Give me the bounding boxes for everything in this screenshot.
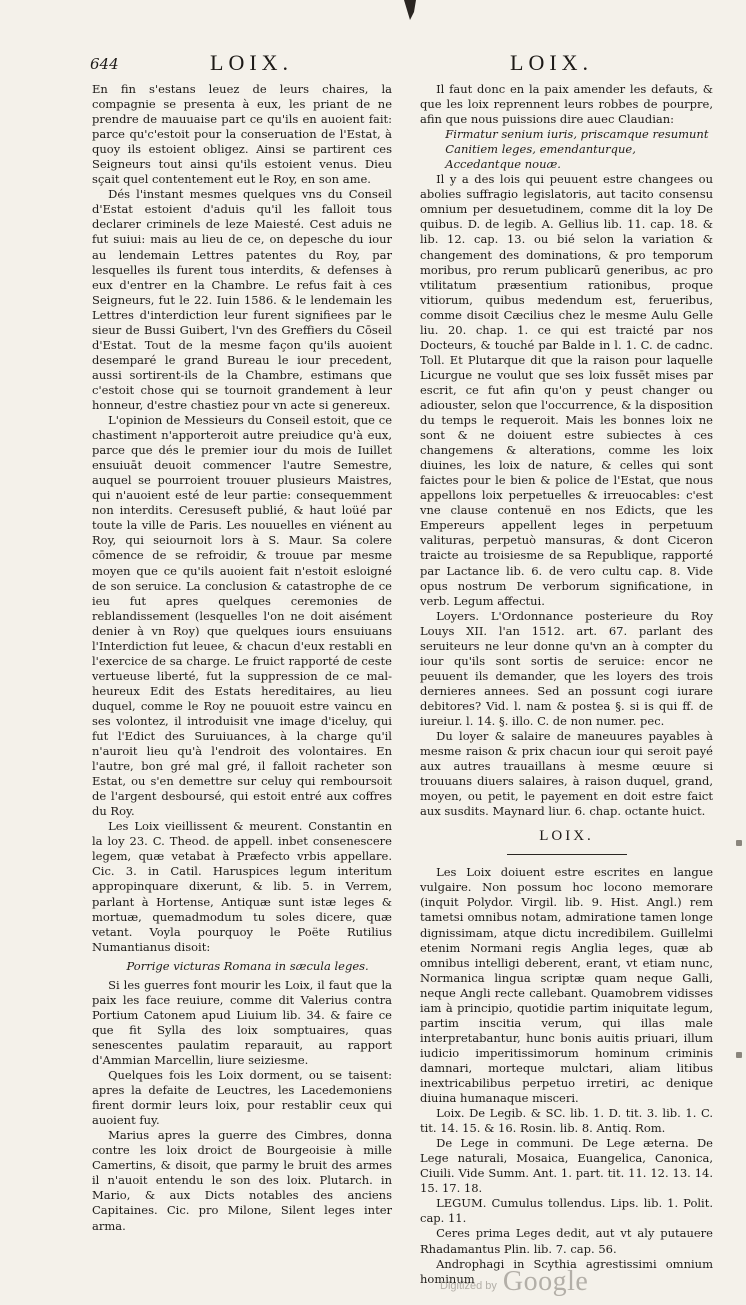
paragraph: L'opinion de Messieurs du Conseil estoit, que ce chastiment n'apporteroit autre preiudice qu'à eux, parce que dés le premier iour du mois de Iuillet ensuiuāt deuoit commencer l'autre Semestre, auquel se pourroient trouuer plusieurs Maistres, qui n'auoient esté de leur partie: consequemment non interdits. Ceresuseft publié, & haut loüé par toute la ville de Paris. Les nouuelles en viénent au Roy, qui seiournoit lors à S. Maur. Sa colere cōmence de se refroidir, & trouue par mesme moyen que ce qu'ils auoient fait n'estoit esloigné de son seruice. La conclusion & catastrophe de ce ieu fut apres quelques ceremonies de reblandissement (lesquelles l'on ne doit aisément denier à vn Roy) que quelques iours ensuiuans l'Interdiction fut leuee, & chacun d'eux restabli en l'exercice de sa charge. Le fruict rapporté de ceste vertueuse liberté, fut la suppression de ce mal-heureux Edit des Estats hereditaires, au lieu duquel, comme le Roy ne pouuoit estre vaincu en ses volontez, il introduisit vne image d'iceluy, qui fut l'Edict des Suruiuances, à la charge qu'il n'auroit lieu qu'à l'endroit des volontaires. En l'autre, bon gré mal gré, il falloit racheter son Estat, ou s'en demettre sur celuy qui remboursoit de l'argent desboursé, qui estoit entré aux coffres du Roy. — [92, 413, 392, 819]
left-column — [92, 82, 392, 1233]
paragraph: De Lege in communi. De Lege æterna. De Lege naturali, Mosaica, Euangelica, Canonica, Ciuili. Vide Summ. Ant. 1. part. tit. 11. 12. 13. 14. 15. 17. 18. — [420, 1136, 713, 1196]
verse-line: Canitiem leges, emendanturque, — [445, 142, 636, 157]
digitized-label: Digitized by — [440, 1280, 497, 1292]
paragraph: Il faut donc en la paix amender les defauts, & que les loix reprennent leurs robbes de pourpre, afin que nous puissions dire auec Claudian: — [420, 82, 713, 127]
paragraph: Marius apres la guerre des Cimbres, donna contre les loix droict de Bourgeoisie à mille Camertins, & disoit, que parmy le bruit des armes il n'auoit entendu le son des loix. Plutarch. in Mario, & aux Dicts notables des anciens Capitaines. Cic. pro Milone, Silent leges inter arma. — [92, 1128, 392, 1233]
paragraph: Ceres prima Leges dedit, aut vt aly putauere Rhadamantus Plin. lib. 7. cap. 56. — [420, 1226, 713, 1256]
paragraph: Les Loix vieillissent & meurent. Constantin en la loy 23. C. Theod. de appell. inbet consenescere legem, quæ vetabat à Præfecto vrbis appellare. Cic. 3. in Catil. Haruspices legum interitum appropinquare dixerunt, & lib. 5. in Verrem, parlant à Hortense, Antiquæ sunt istæ leges & mortuæ, quemadmodum tu soles dicere, quæ vetant. Voyla pourquoy le Poëte Rutilius Numantianus disoit: — [92, 819, 392, 954]
paragraph: Androphagi in Scythia agrestissimi omnium hominum — [420, 1256, 713, 1286]
paragraph: Si les guerres font mourir les Loix, il faut que la paix les face reuiure, comme dit Valerius contra Portium Catonem apud Liuium lib. 34. & faire ce que fit Sylla des loix somptuaires, quas senescentes paulatim reparauit, au rapport d'Ammian Marcellin, liure seiziesme. — [92, 977, 392, 1067]
running-header-right: LOIX. — [510, 50, 594, 75]
verse-line: Porrige victuras Romana in sæcula leges. — [126, 958, 369, 973]
section-title: LOIX. — [539, 828, 594, 845]
divider — [507, 854, 627, 855]
paragraph: Loix. De Legib. & SC. lib. 1. D. tit. 3. lib. 1. C. tit. 14. 15. & 16. Rosin. lib. 8. Antiq. Rom. — [420, 1106, 713, 1136]
page-edge-mark — [736, 1052, 742, 1058]
paragraph: Quelques fois les Loix dorment, ou se taisent: apres la defaite de Leuctres, les Lacedemoniens firent dormir leurs loix, pour restablir ceux qui auoient fuy. — [92, 1068, 392, 1128]
paragraph: Il y a des lois qui peuuent estre changees ou abolies suffragio legislatoris, aut tacito consensu omnium per desuetudinem, comme dit la loy De quibus. D. de legib. A. Gellius lib. 11. cap. 18. & lib. 12. cap. 13. ou bié selon la variation & changement des dominations, & pro temporum moribus, pro rerum publicarū generibus, ac pro vtilitatum præsentium rationibus, proque vitiorum, quibus medendum est, ferueribus, comme disoit Cæcilius chez le mesme Aulu Gelle liu. 20. chap. 1. ce qui est traicté par nos Docteurs, & touché par Balde in l. 1. C. de cadnc. Toll. Et Plutarque dit que la raison pour laquelle Licurgue ne voulut que ses loix fussēt mises par escrit, ce fut afin qu'on y peust changer ou adiouster, selon que l'occurrence, & la disposition du temps le requeroit. Mais les bonnes loix ne sont & ne doiuent estre subiectes à ces changemens & alterations, comme les loix diuines, les loix de nature, & celles qui sont faictes pour le bien & police de l'Estat, que nous appellons loix perpetuelles & irreuocables: c'est vne clause contenuë en nos Edicts, que les Empereurs appellent leges in perpetuum valituras, perpetuò mansuras, & dont Ciceron traicte au troisiesme de sa Republique, rapporté par Lactance lib. 6. de vero cultu cap. 8. Vide opus nostrum De verborum significatione, in verb. Legum affectui. — [420, 172, 713, 608]
paragraph: En fin s'estans leuez de leurs chaires, la compagnie se presenta à eux, les priant de ne prendre de mauuaise part ce qu'ils en auoient fait: parce qu'c'estoit pour la conseruation de l'Estat, à quoy ils estoient obligez. Ainsi se partirent ces Seigneurs tout ainsi qu'ils estoient venus. Dieu sçait quel contentement eut le Roy, en son ame. — [92, 82, 392, 187]
page-number: 644 — [90, 55, 119, 73]
paragraph: Les Loix doiuent estre escrites en langue vulgaire. Non possum hoc locono memorare (inquit Polydor. Virgil. lib. 9. Hist. Angl.) rem tametsi omnibus notam, admiratione tamen longe dignissimam, atque dictu incredibilem. Guillelmi etenim Normani regis Anglia leges, quæ ab omnibus intelligi deberent, erant, vt etiam nunc, Normanica lingua scriptæ quam neque Galli, neque Angli recte callebant. Quamobrem vidisses iam à principio, quotidie partim iniquitate legum, partim inscitia verum, qui illas male interpretabantur, hunc bonis auitis priuari, illum iudicio imperitissimorum hominum criminis damnari, morteque mulctari, aliam litibus inextricabilibus perpetuo irretiri, ac denique diuina humanaque misceri. — [420, 865, 713, 1106]
verse-line: Firmatur senium iuris, priscamque resumunt — [445, 127, 709, 142]
verse-line: Accedantque nouæ. — [445, 157, 561, 172]
paragraph: LEGUM. Cumulus tollendus. Lips. lib. 1. Polit. cap. 11. — [420, 1196, 713, 1226]
paragraph: Dés l'instant mesmes quelques vns du Conseil d'Estat estoient d'aduis qu'il les falloit tous declarer criminels de leze Maiesté. Cest aduis ne fut suiui: mais au lieu de ce, on depesche du iour au lendemain Lettres patentes du Roy, par lesquelles ils furent tous interdits, & defenses à eux d'entrer en la Chambre. Le refus fait à ces Seigneurs, fut le 22. Iuin 1586. & le lendemain les Lettres d'interdiction leur furent signifiees par le sieur de Bussi Guibert, l'vn des Greffiers du Cōseil d'Estat. Tout de la mesme façon qu'ils auoient desemparé le grand Bureau le iour precedent, aussi sortirent-ils de la Chambre, estimans que c'estoit chose qui se tournoit grandement à leur honneur, d'estre chastiez pour vn acte si genereux. — [92, 187, 392, 412]
paragraph: Du loyer & salaire de maneuures payables à mesme raison & prix chacun iour qui seroit payé aux autres trauaillans à mesme œuure si trouuans diuers salaires, à raison duquel, grand, moyen, ou petit, le payement en doit estre faict aux susdits. Maynard liur. 6. chap. octante huict. — [420, 729, 713, 819]
ink-blot — [398, 0, 422, 22]
paragraph: Loyers. L'Ordonnance posterieure du Roy Louys XII. l'an 1512. art. 67. parlant des seruiteurs ne leur donne qu'vn an à compter du iour qu'ils sont sortis de seruice: encor ne peuuent ils demander, que les loyers des trois dernieres annees. Sed an possunt cogi iurare debitores? Vid. l. nam & postea §. si is qui ff. de iureiur. l. 14. §. illo. C. de non numer. pec. — [420, 608, 713, 728]
google-logo: Google — [502, 1266, 589, 1297]
running-header-left: LOIX. — [210, 50, 294, 75]
page-edge-mark — [736, 840, 742, 846]
digitization-footer — [440, 1264, 588, 1298]
